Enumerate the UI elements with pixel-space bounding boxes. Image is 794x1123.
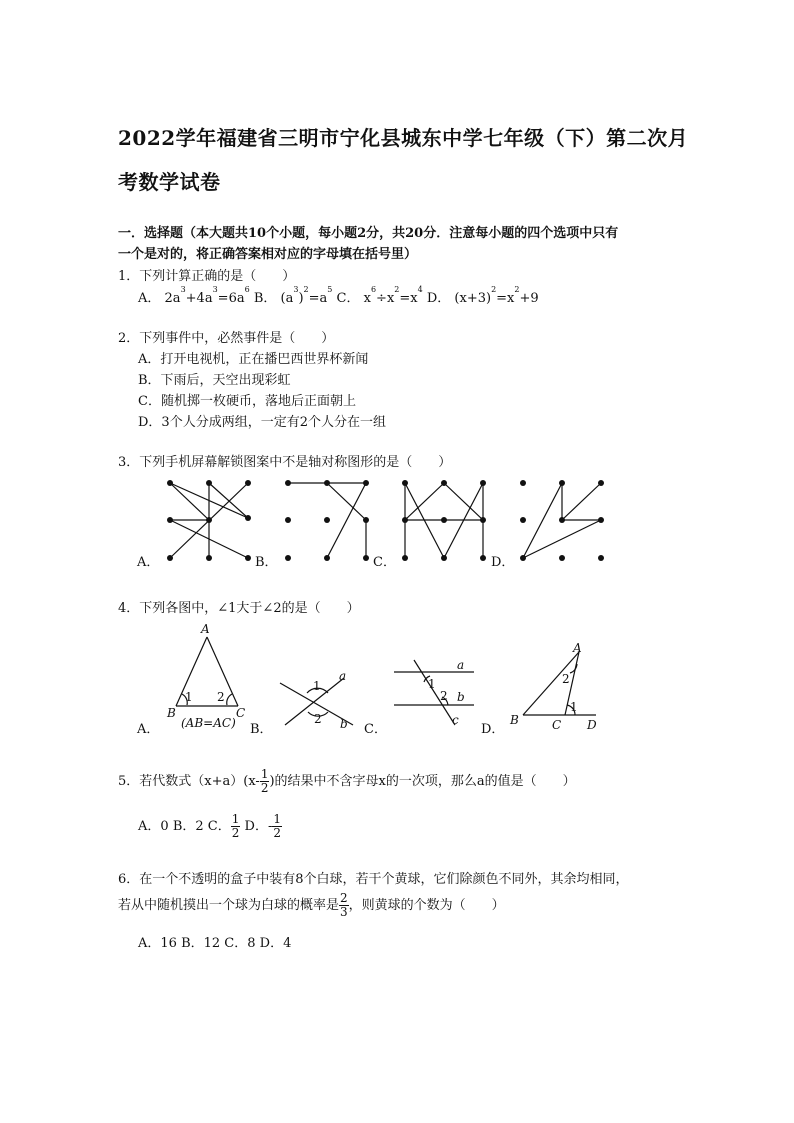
q4-label-b: B．: [250, 722, 273, 737]
q2-option-c: C．随机掷一枚硬币，落地后正面朝上: [138, 394, 356, 409]
q2-stem: 2．下列事件中，必然事件是（ ）: [118, 331, 335, 346]
q4d-vertex-a: A: [573, 641, 582, 655]
q4a-vertex-a: A: [201, 622, 210, 636]
q1-option-a-label: A．: [138, 291, 161, 306]
q4c-line-b: b: [457, 690, 465, 704]
q4c-angle-2: 2: [440, 689, 448, 703]
q6-fraction: $\frac{2}{3}$: [340, 891, 348, 919]
q4c-line-c: c: [452, 713, 459, 727]
q4-label-c: C．: [364, 722, 387, 737]
q5-stem-pre: 5．若代数式（x+a）: [118, 774, 244, 789]
q4d-vertex-b: B: [510, 713, 519, 727]
q2-option-d: D．3个人分成两组，一定有2个人分在一组: [138, 415, 386, 430]
q4a-angle-1: 1: [185, 690, 193, 704]
q4b-line-b: b: [340, 717, 348, 731]
q6-line2-post: ，则黄球的个数为（ ）: [348, 898, 505, 913]
q5-option-d-fraction: $\frac{1}{2}$: [273, 812, 281, 840]
q4d-angle-1: 1: [570, 700, 578, 714]
page-title-line1: 2022学年福建省三明市宁化县城东中学七年级（下）第二次月: [118, 126, 689, 150]
q5-option-c-label: C．: [207, 819, 231, 834]
section-heading-line2: 一个是对的，将正确答案相对应的字母填在括号里）: [118, 247, 418, 262]
q5-option-b: B．2: [172, 819, 204, 834]
q4a-vertex-b: B: [167, 706, 176, 720]
q4c-angle-1: 1: [428, 677, 436, 691]
q1-option-a: $2a^3+4a^3=6a^6$: [164, 285, 250, 306]
q1-option-d-label: D．: [426, 291, 451, 306]
q5-fraction: $\frac{1}{2}$: [260, 767, 269, 795]
q4-stem: 4．下列各图中，∠1大于∠2的是（ ）: [118, 601, 360, 616]
q3-label-d: D．: [491, 555, 515, 570]
q4c-line-a: a: [457, 658, 465, 672]
q1-option-b: $(a^3)^2=a^5$: [280, 285, 333, 306]
q4a-angle-2: 2: [217, 690, 225, 704]
q1-option-b-label: B．: [253, 291, 277, 306]
q4d-vertex-d: D: [587, 718, 597, 732]
q1-stem: 1．下列计算正确的是（ ）: [118, 269, 296, 284]
q5-stem: [118, 768, 576, 795]
q5-option-a: A．0: [138, 819, 169, 834]
q4b-line-a: a: [339, 669, 347, 683]
q2-option-a: A．打开电视机，正在播巴西世界杯新闻: [138, 352, 369, 367]
q5-options: [138, 813, 282, 840]
q3-label-b: B．: [255, 555, 278, 570]
q2-option-b: B．下雨后，天空出现彩虹: [138, 373, 291, 388]
q4-label-a: A．: [137, 722, 160, 737]
q5-option-c-fraction: $\frac{1}{2}$: [231, 812, 240, 840]
q4-label-d: D．: [481, 722, 505, 737]
q6-options: A．16 B．12 C．8 D．4: [138, 936, 292, 951]
section-heading-line1: 一．选择题（本大题共10个小题，每小题2分，共20分．注意每小题的四个选项中只有: [118, 226, 619, 241]
q4a-note: (AB=AC): [181, 716, 236, 730]
q3-label-c: C．: [373, 555, 396, 570]
q4a-vertex-c: C: [236, 706, 246, 720]
q4b-angle-2: 2: [314, 712, 322, 726]
q5-stem-post: )的结果中不含字母x的一次项，那么a的值是（ ）: [269, 774, 576, 789]
q3-stem: 3．下列手机屏幕解锁图案中不是轴对称图形的是（ ）: [118, 455, 452, 470]
q6-line2-pre: 若从中随机摸出一个球为白球的概率是: [118, 898, 340, 913]
q6-line2: [118, 892, 505, 919]
q5-stem-mid: (x-: [243, 774, 260, 789]
q1-option-c: $x^6\div x^2=x^4$: [363, 285, 423, 306]
q6-line1: 6．在一个不透明的盒子中装有8个白球，若干个黄球，它们除颜色不同外，其余均相同，: [118, 872, 629, 887]
q5-option-d-label: D．: [244, 819, 268, 834]
q4d-vertex-c: C: [552, 718, 562, 732]
q4d-angle-2: 2: [562, 672, 570, 686]
q3-label-a: A．: [137, 555, 160, 570]
q5-option-d-sign: -: [267, 819, 273, 834]
page-title-line2: 考数学试卷: [118, 170, 221, 194]
q1-option-c-label: C．: [336, 291, 360, 306]
q1-option-d: $(x+3)^2=x^2+9$: [454, 285, 539, 306]
q4b-angle-1: 1: [313, 679, 321, 693]
